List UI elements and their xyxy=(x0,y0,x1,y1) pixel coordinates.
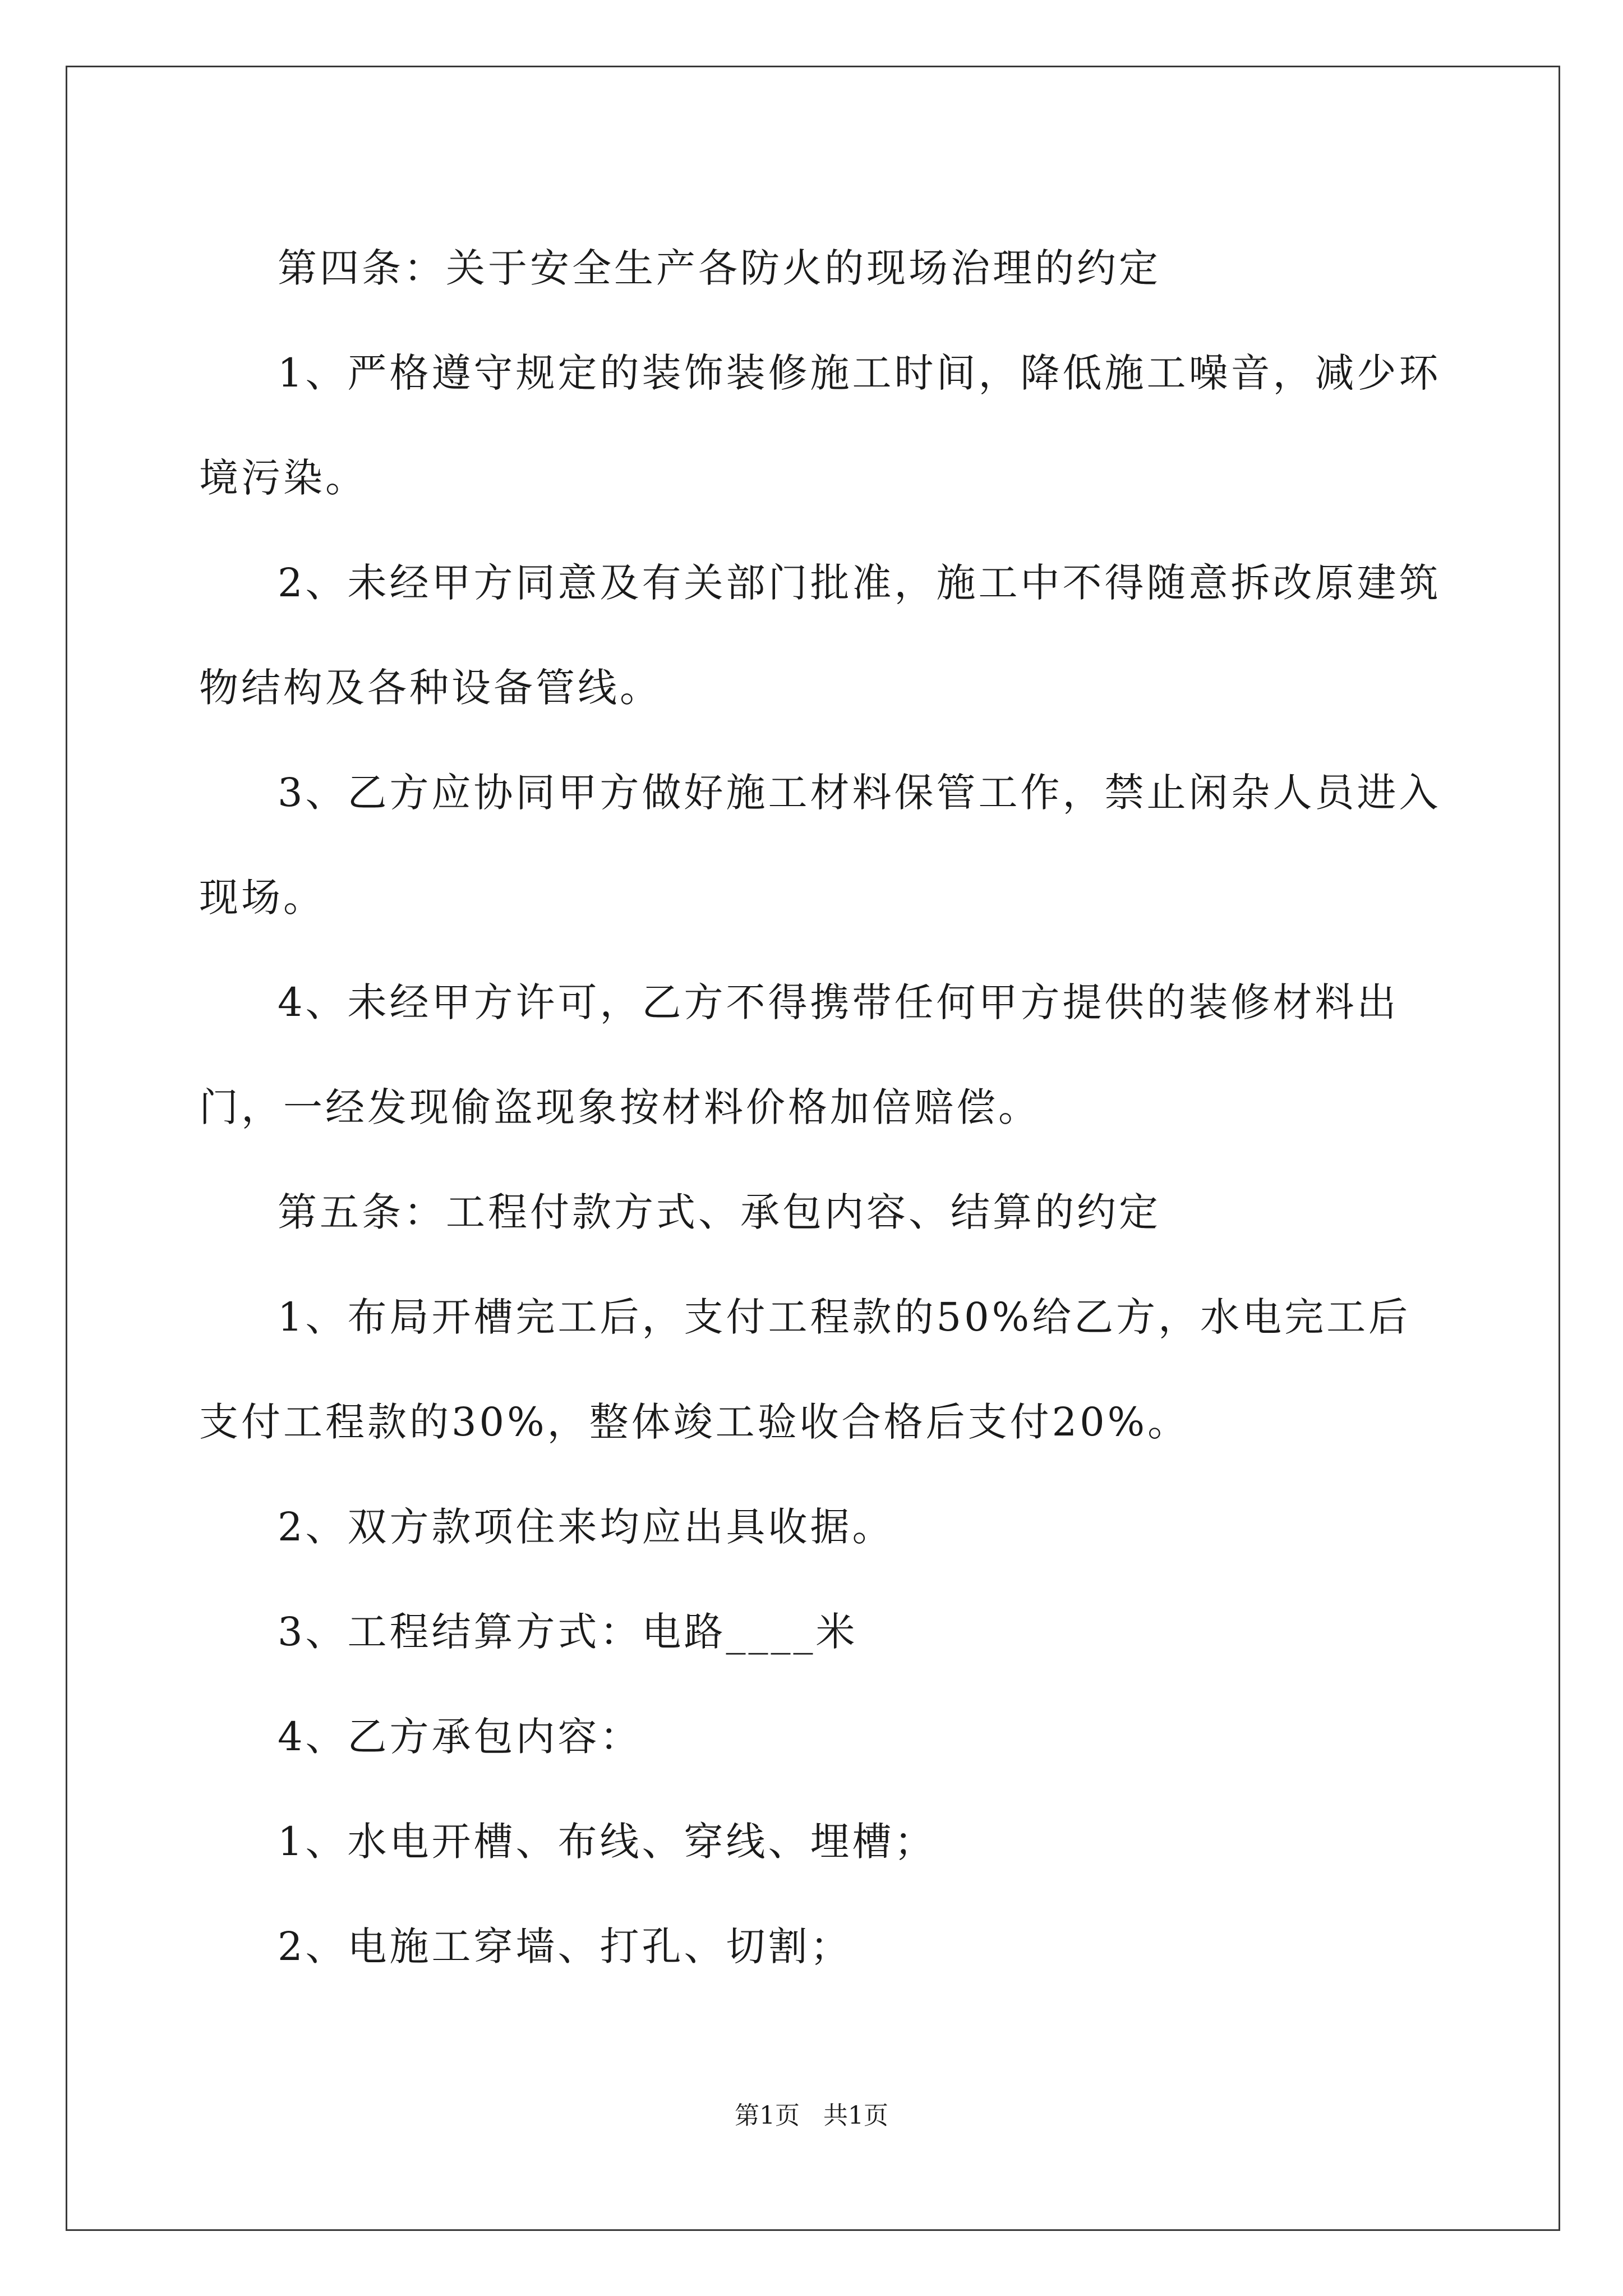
section-heading-article-5: 第五条：工程付款方式、承包内容、结算的约定 xyxy=(278,1189,1161,1235)
paragraph-clause: 1、布局开槽完工后，支付工程款的50%给乙方，水电完工后支付工程款的30%，整体竣工验收合格后支付20%。 xyxy=(199,1294,1411,1445)
paragraph-clause: 3、乙方应协同甲方做好施工材料保管工作，禁止闲杂人员进入现场。 xyxy=(199,770,1441,921)
paragraph-clause: 4、未经甲方许可，乙方不得携带任何甲方提供的装修材料出门，一经发现偷盗现象按材料价格加倍赔偿。 xyxy=(199,979,1399,1130)
paragraph-clause: 4、乙方承包内容： xyxy=(278,1714,642,1760)
page-number: 第1页 xyxy=(735,2101,800,2130)
paragraph-clause: 1、水电开槽、布线、穿线、埋槽； xyxy=(278,1819,937,1865)
document-body xyxy=(199,216,1444,1999)
paragraph-clause: 2、电施工穿墙、打孔、切割； xyxy=(278,1924,852,1970)
page-total: 共1页 xyxy=(823,2101,888,2130)
paragraph-clause: 3、工程结算方式：电路____米 xyxy=(278,1609,858,1655)
section-heading-article-4: 第四条：关于安全生产各防火的现场治理的约定 xyxy=(278,245,1161,291)
paragraph-clause: 2、未经甲方同意及有关部门批准，施工中不得随意拆改原建筑物结构及各种设备管线。 xyxy=(199,560,1441,711)
paragraph-clause: 1、严格遵守规定的装饰装修施工时间，降低施工噪音，减少环境污染。 xyxy=(199,350,1441,501)
paragraph-clause: 2、双方款项住来均应出具收据。 xyxy=(278,1504,895,1550)
page-footer xyxy=(0,2095,1623,2131)
